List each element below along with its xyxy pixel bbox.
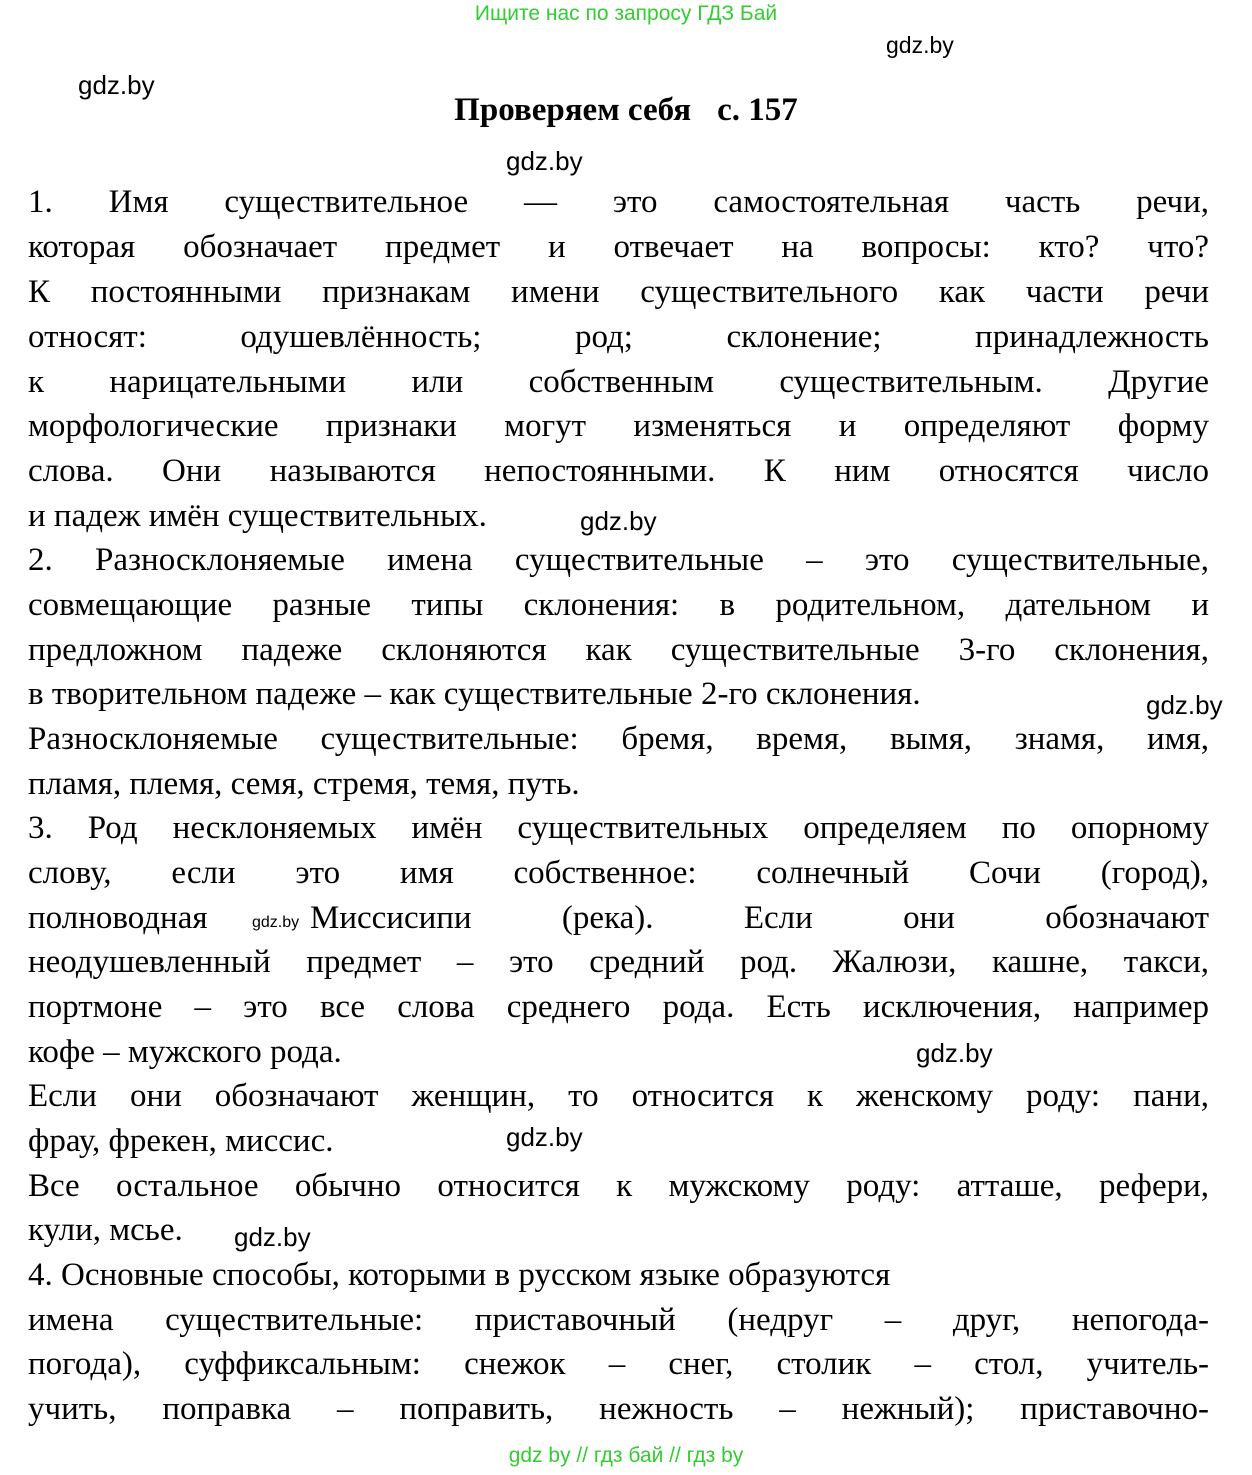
text-line: кофе – мужского рода.	[28, 1034, 342, 1070]
text-line: которая обозначает предмет и отвечает на вопросы: кто? что?	[28, 229, 1209, 265]
text-line: неодушевленный предмет – это средний род. Жалюзи, кашне, такси,	[28, 944, 1209, 980]
text-line: фрау, фрекен, миссис.	[28, 1123, 334, 1159]
footer-links[interactable]: gdz by // гдз бай // гдз by	[508, 1444, 744, 1467]
text-line: Все остальное обычно относится к мужскому роду: атташе, рефери,	[28, 1168, 1209, 1204]
text-line: 3. Род несклоняемых имён существительных определяем по опорному	[28, 810, 1209, 846]
text-line: пламя, племя, семя, стремя, темя, путь.	[28, 766, 580, 802]
title-text: Проверяем себя	[454, 92, 692, 128]
text-line: слову, если это имя собственное: солнечный Сочи (город),	[28, 855, 1209, 891]
text-line: совмещающие разные типы склонения: в родительном, дательном и	[28, 587, 1209, 623]
text-line: 2. Разносклоняемые имена существительные – это существительные,	[28, 542, 1209, 578]
watermark: gdz.by	[78, 70, 155, 100]
watermark: gdz.by	[506, 146, 583, 176]
text-line: в творительном падеже – как существительные 2-го склонения.	[28, 676, 921, 712]
text-line: кули, мсье.	[28, 1212, 183, 1248]
top-banner[interactable]: Ищите нас по запросу ГДЗ Бай	[474, 2, 778, 25]
text-line: и падеж имён существительных.	[28, 498, 487, 534]
text-line: Если они обозначают женщин, то относится к женскому роду: пани,	[28, 1078, 1209, 1114]
watermark: gdz.by	[916, 1038, 993, 1068]
text-line: Разносклоняемые существительные: бремя, время, вымя, знамя, имя,	[28, 721, 1209, 757]
text-line: полноводная	[28, 900, 208, 936]
text-line: Миссисипи (река). Если они обозначают	[310, 900, 1209, 936]
page-title	[0, 92, 1252, 129]
watermark: gdz.by	[252, 914, 300, 931]
page-reference: с. 157	[717, 92, 798, 128]
text-line: портмоне – это все слова среднего рода. Есть исключения, например	[28, 989, 1209, 1025]
watermark: gdz.by	[506, 1122, 583, 1152]
text-line: 4. Основные способы, которыми в русском языке образуются	[28, 1257, 891, 1293]
watermark: gdz.by	[580, 506, 657, 536]
text-line: 1. Имя существительное — это самостоятельная часть речи,	[28, 184, 1209, 220]
text-line: имена существительные: приставочный (недруг – друг, непогода-	[28, 1302, 1209, 1338]
watermark: gdz.by	[886, 32, 954, 58]
text-line: слова. Они называются непостоянными. К ним относятся число	[28, 453, 1209, 489]
text-line: учить, поправка – поправить, нежность – нежный); приставочно-	[28, 1391, 1209, 1427]
text-line: к нарицательными или собственным существительным. Другие	[28, 364, 1209, 400]
watermark: gdz.by	[234, 1222, 311, 1252]
text-line: предложном падеже склоняются как существительные 3-го склонения,	[28, 632, 1209, 668]
watermark: gdz.by	[1146, 690, 1223, 720]
text-line: морфологические признаки могут изменяться и определяют форму	[28, 408, 1209, 444]
text-line: К постоянными признакам имени существительного как части речи	[28, 274, 1209, 310]
text-line: погода), суффиксальным: снежок – снег, столик – стол, учитель-	[28, 1346, 1209, 1382]
text-line: относят: одушевлённость; род; склонение; принадлежность	[28, 319, 1209, 355]
